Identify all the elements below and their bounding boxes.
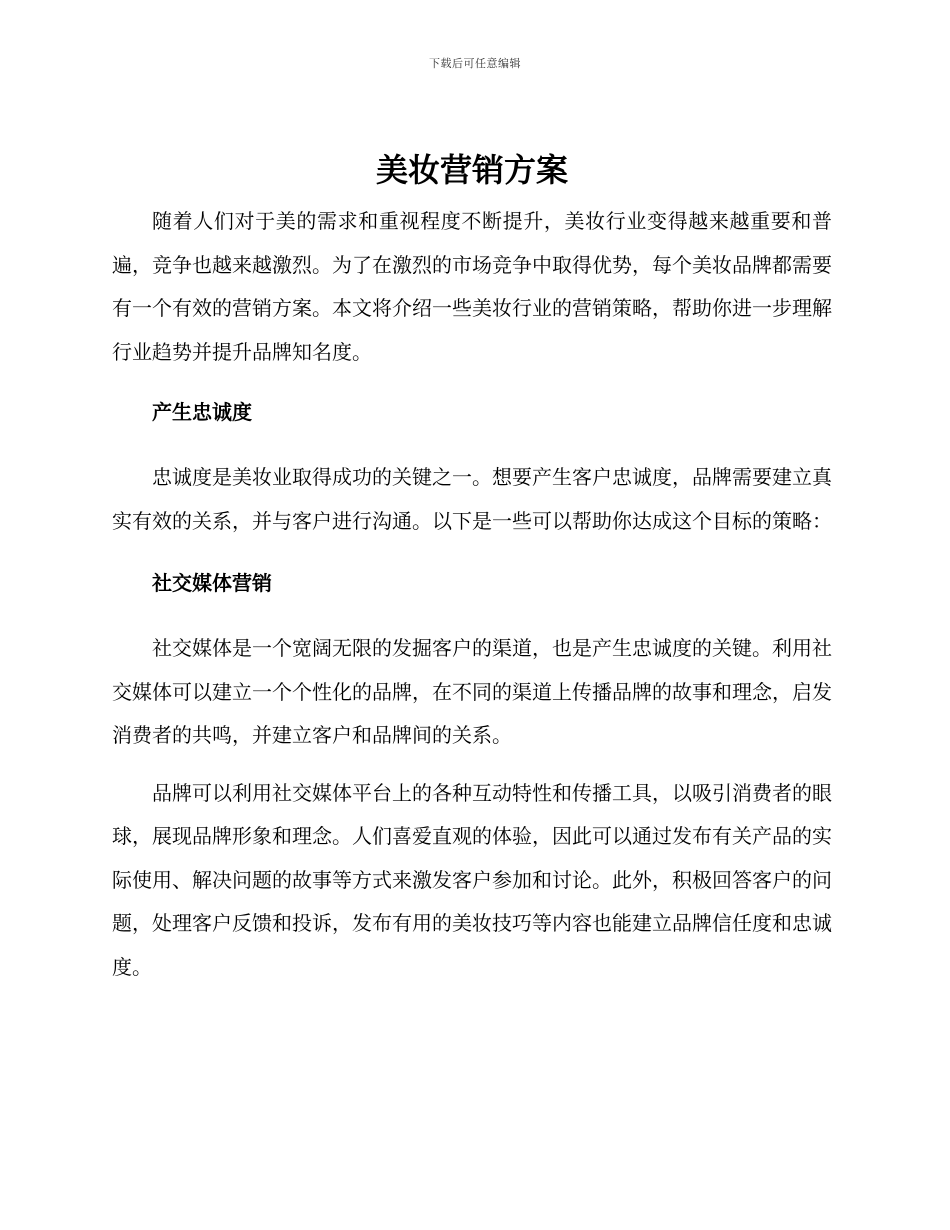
document-title: 美妆营销方案 xyxy=(375,151,568,189)
social-media-paragraph-2: 品牌可以利用社交媒体平台上的各种互动特性和传播工具，以吸引消费者的眼球，展现品牌形象和理念。人们喜爱直观的体验，因此可以通过发布有关产品的实际使用、解决问题的故事等方式来激发客户参加和讨论。此外，积极回答客户的问题，处理客户反馈和投诉，发布有用的美妆技巧等内容也能建立品牌信任度和忠诚度。 xyxy=(112,780,832,979)
social-media-paragraph-1: 社交媒体是一个宽阔无限的发掘客户的渠道，也是产生忠诚度的关键。利用社交媒体可以建立一个个性化的品牌，在不同的渠道上传播品牌的故事和理念，启发消费者的共鸣，并建立客户和品牌间的关系。 xyxy=(112,636,832,747)
intro-paragraph: 随着人们对于美的需求和重视程度不断提升，美妆行业变得越来越重要和普遍，竞争也越来越激烈。为了在激烈的市场竞争中取得优势，每个美妆品牌都需要有一个有效的营销方案。本文将介绍一些美妆行业的营销策略，帮助你进一步理解行业趋势并提升品牌知名度。 xyxy=(112,209,832,364)
section-heading-loyalty: 产生忠诚度 xyxy=(152,400,252,424)
document-body xyxy=(112,148,832,989)
section-heading-social-media: 社交媒体营销 xyxy=(152,571,272,595)
loyalty-paragraph: 忠诚度是美妆业取得成功的关键之一。想要产生客户忠诚度，品牌需要建立真实有效的关系，并与客户进行沟通。以下是一些可以帮助你达成这个目标的策略： xyxy=(112,465,832,533)
header-note: 下载后可任意编辑 xyxy=(429,57,521,70)
